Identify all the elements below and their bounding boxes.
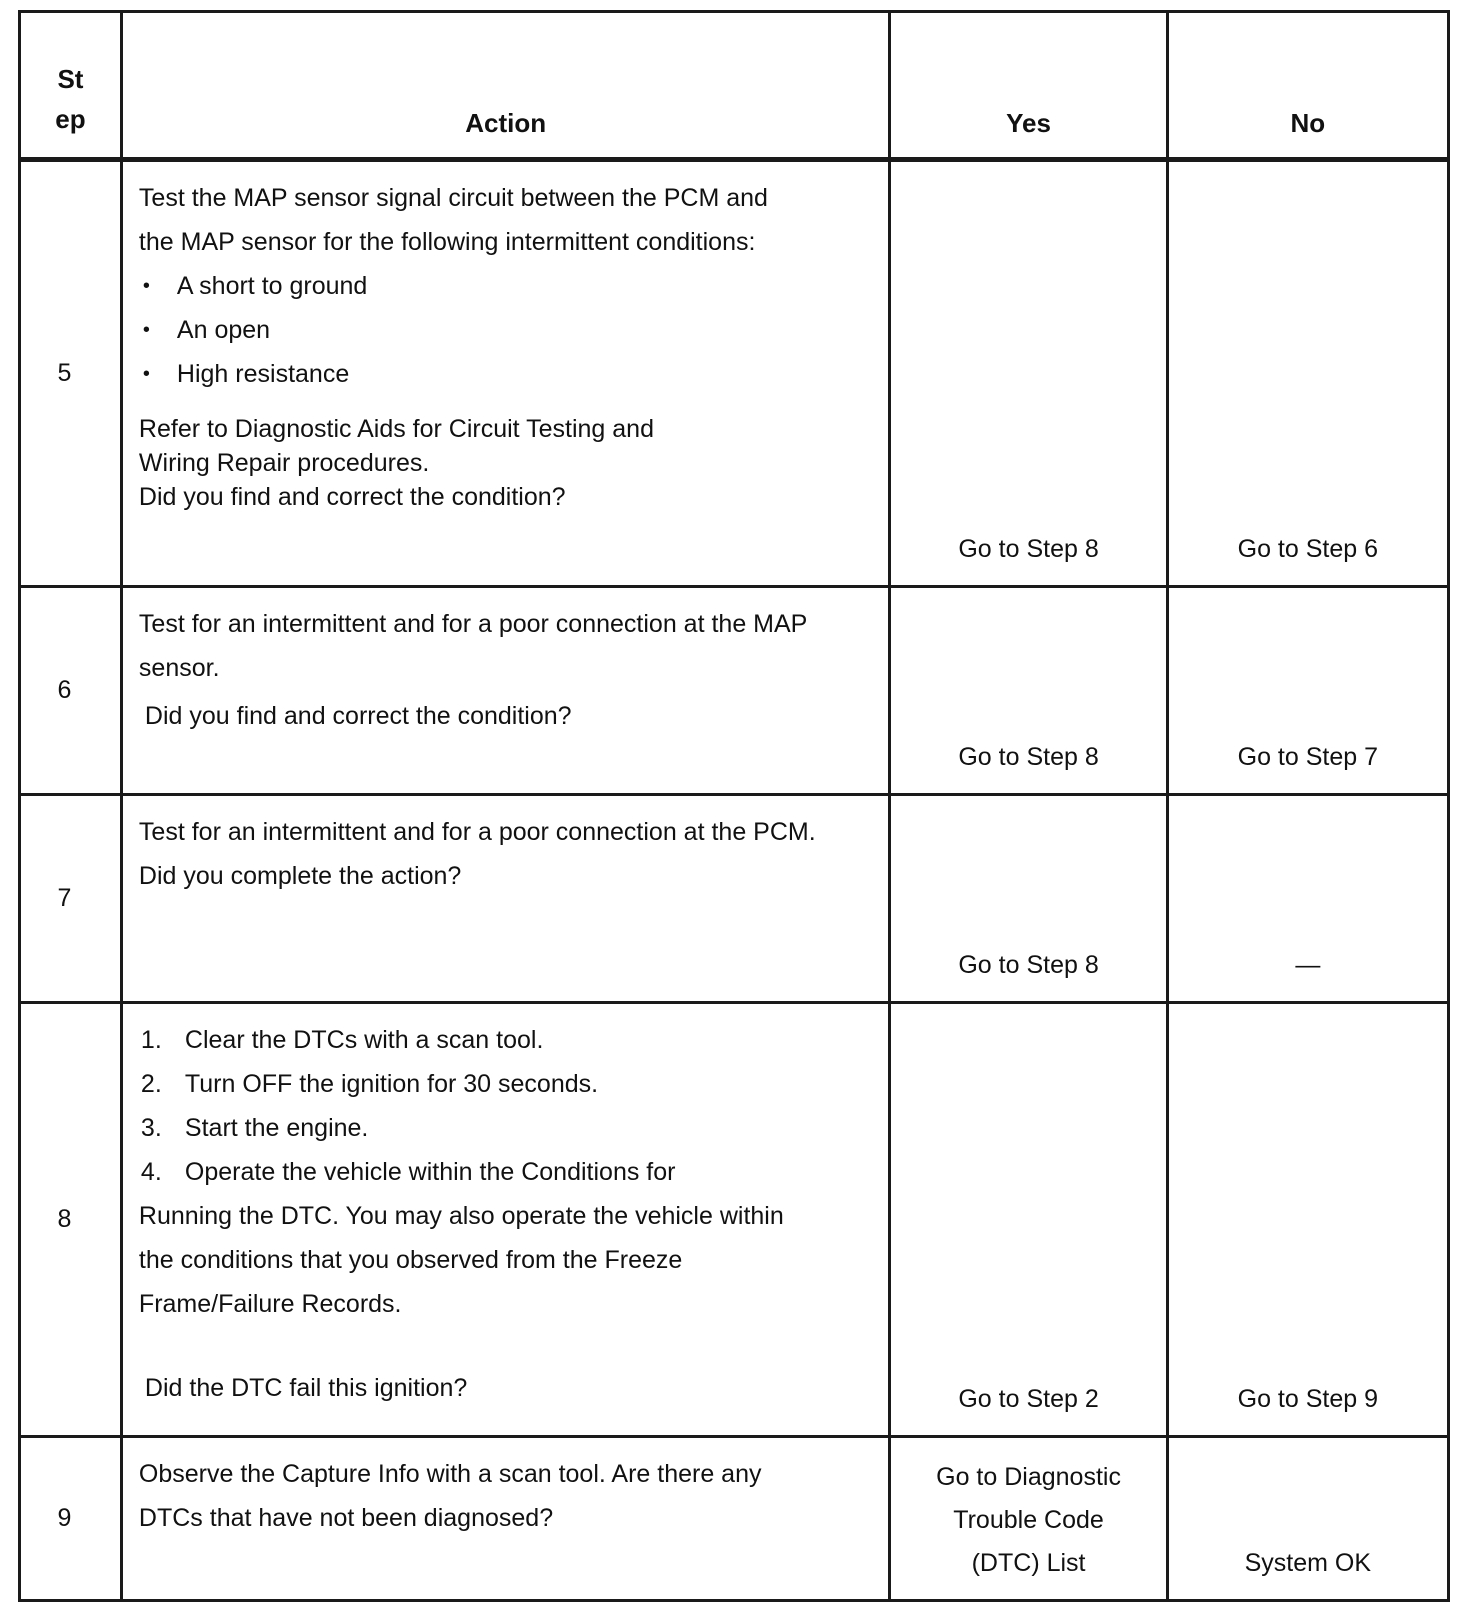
action-question: Did you find and correct the condition?	[144, 702, 572, 731]
yes-cell: Go to Step 8	[890, 795, 1167, 1003]
no-cell: —	[1167, 795, 1448, 1003]
item-text: Clear the DTCs with a scan tool.	[184, 1025, 544, 1054]
no-header: No	[1167, 12, 1448, 160]
diagnostic-table	[18, 10, 1450, 1602]
numbered-item	[139, 1062, 869, 1106]
action-cell	[121, 160, 890, 587]
step-header-line2: ep	[55, 104, 86, 134]
action-note: Refer to Diagnostic Aids for Circuit Testing and Wiring Repair procedures.	[138, 415, 654, 477]
action-question: Did you complete the action?	[138, 862, 462, 891]
table-row-step-7	[20, 795, 1449, 1003]
step-number: 7	[20, 795, 122, 1003]
no-cell: Go to Step 7	[1167, 587, 1448, 795]
action-cell	[121, 1437, 890, 1601]
yes-line: (DTC) List	[971, 1549, 1086, 1577]
numbered-item	[139, 1018, 869, 1062]
table-row-step-5	[20, 160, 1449, 587]
yes-line: Go to Diagnostic	[936, 1463, 1121, 1491]
step-number: 5	[20, 160, 122, 587]
yes-cell: Go to Step 8	[890, 160, 1167, 587]
item-number: 2.	[140, 1069, 162, 1098]
action-cell	[121, 1002, 890, 1437]
step-number: 6	[20, 587, 122, 795]
action-header: Action	[121, 12, 890, 160]
action-cell	[121, 795, 890, 1003]
action-intro: Test for an intermittent and for a poor connection at the PCM.	[138, 818, 816, 847]
item-number: 1.	[140, 1025, 162, 1054]
action-question: Did you find and correct the condition?	[138, 483, 566, 511]
action-cell	[121, 587, 890, 795]
item-number: 3.	[140, 1113, 162, 1142]
item-text: Turn OFF the ignition for 30 seconds.	[184, 1069, 599, 1098]
no-cell: Go to Step 6	[1167, 160, 1448, 587]
yes-cell: Go to Step 8	[890, 587, 1167, 795]
numbered-item	[139, 1106, 869, 1150]
item-number: 4.	[140, 1157, 162, 1186]
no-cell: System OK	[1167, 1437, 1448, 1601]
yes-cell	[890, 1437, 1167, 1601]
no-cell: Go to Step 9	[1167, 1002, 1448, 1437]
step-header-line1: St	[57, 64, 84, 94]
yes-header: Yes	[890, 12, 1167, 160]
numbered-item	[139, 1150, 869, 1194]
table-row-step-9	[20, 1437, 1449, 1601]
action-continuation: Running the DTC. You may also operate the vehicle within the conditions that you observed from the Freeze Frame/Failure Records.	[138, 1201, 784, 1318]
item-text: Start the engine.	[184, 1113, 369, 1142]
action-intro: Test for an intermittent and for a poor connection at the MAP sensor.	[138, 610, 807, 683]
step-number: 8	[20, 1002, 122, 1437]
step-number: 9	[20, 1437, 122, 1601]
action-intro: Observe the Capture Info with a scan tool. Are there any DTCs that have not been diagnosed?	[138, 1460, 762, 1533]
bullet-item: • High resistance	[139, 352, 869, 396]
bullet-item: • A short to ground	[139, 264, 869, 308]
action-intro: Test the MAP sensor signal circuit between the PCM and the MAP sensor for the following intermittent conditions:	[138, 184, 768, 256]
table-row-step-8	[20, 1002, 1449, 1437]
action-question: Did the DTC fail this ignition?	[144, 1373, 468, 1402]
table-row-step-6	[20, 587, 1449, 795]
bullet-item: • An open	[139, 308, 869, 352]
header-row	[20, 12, 1449, 160]
yes-line: Trouble Code	[953, 1506, 1104, 1534]
yes-cell: Go to Step 2	[890, 1002, 1167, 1437]
item-text: Operate the vehicle within the Conditions for	[184, 1157, 676, 1186]
step-header	[20, 12, 122, 160]
